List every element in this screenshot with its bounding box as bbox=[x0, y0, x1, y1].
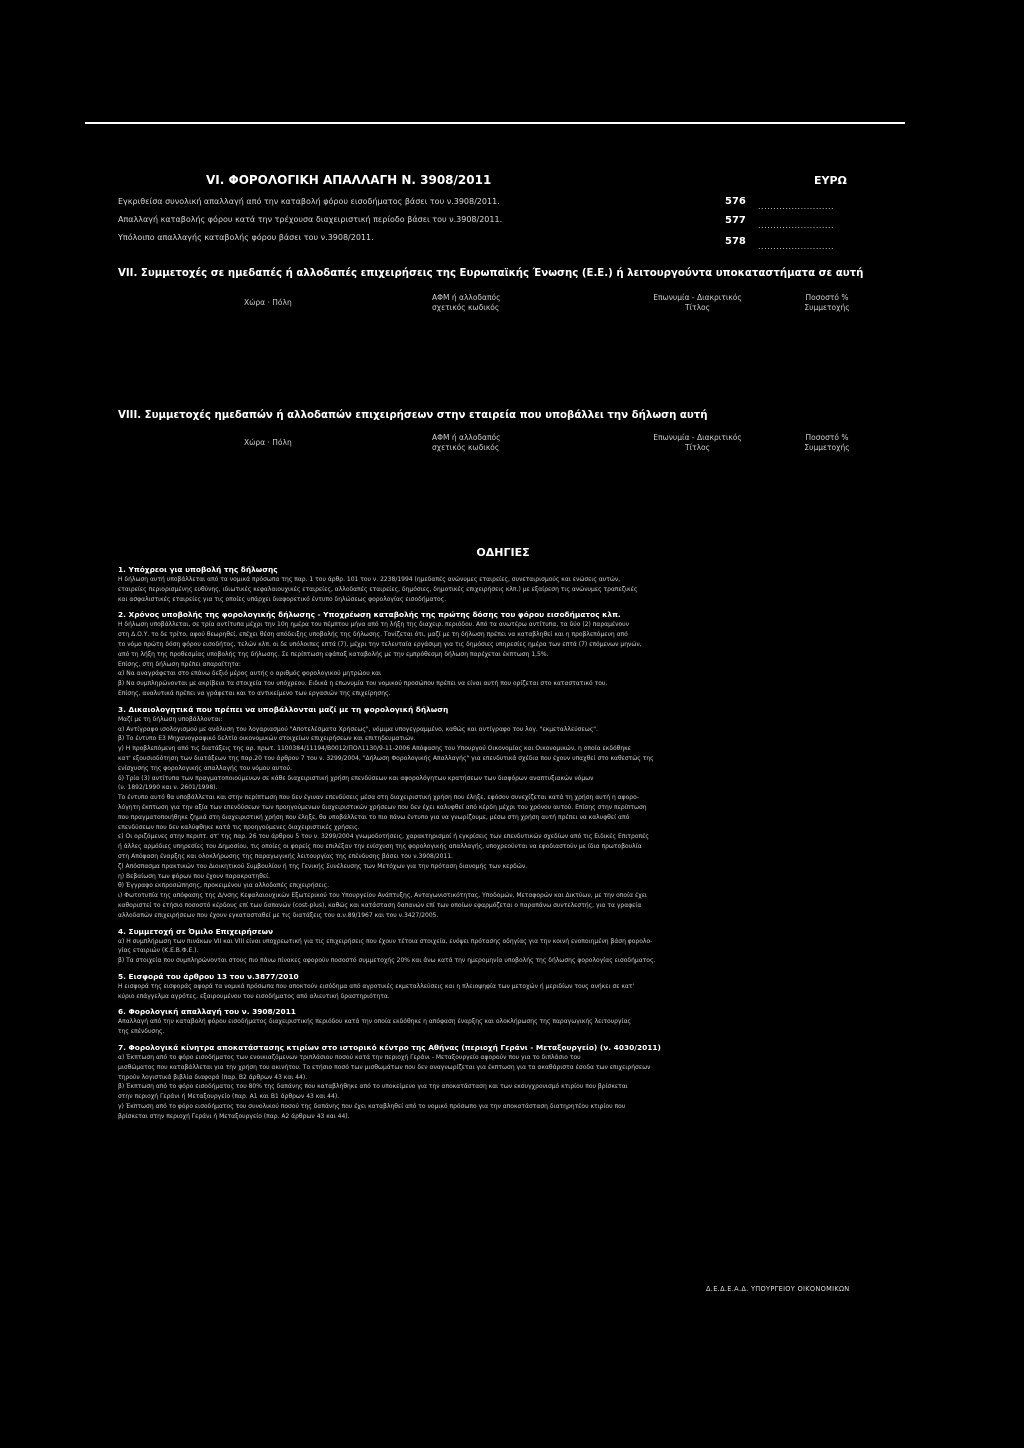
instruction-line: β) Το έντυπο Ε3 Μηχανογραφικό δελτίο οικονομικών στοιχείων επιχειρήσεων και επιτηδευματιών. bbox=[118, 735, 416, 743]
instruction-line: (ν. 1892/1990 και ν. 2601/1998). bbox=[118, 784, 218, 792]
instruction-line: ε) Οι οριζόμενες στην περιπτ. στ' της παρ. 26 του άρθρου 5 του ν. 3299/2004 γνωμοδοτήσεις, χαρακτηρισμοί ή εγκρίσεις των επενδυτικών σχεδίων από τις Ειδικές Επιτροπές bbox=[118, 833, 649, 841]
instruction-line: η) Βεβαίωση των φόρων που έχουν παρακρατηθεί. bbox=[118, 872, 271, 880]
instruction-line: ενίσχυσης της φορολογικής απαλλαγής του νόμου αυτού. bbox=[118, 764, 292, 772]
currency-label: ΕΥΡΩ bbox=[814, 174, 847, 187]
instruction-line: Η εισφορά της εισφοράς αφορά τα νομικά πρόσωπα που αποκτούν εισόδημα από αγροτικές εκμεταλλεύσεις και η πλειοψηφία των μετοχών ή μεριδίων τους ανήκει σε κατ' bbox=[118, 982, 635, 990]
instruction-line: στην περιοχή Γεράνι ή Μεταξουργείο (παρ. Α1 και Β1 άρθρων 43 και 44). bbox=[118, 1093, 340, 1101]
instruction-heading-3: 3. Δικαιολογητικά που πρέπει να υποβάλλονται μαζί με τη φορολογική δήλωση bbox=[118, 704, 449, 714]
instructions-title: ΟΔΗΓΙΕΣ bbox=[476, 546, 530, 559]
instruction-line: θ) Έγγραφο εκπροσώπησης, προκειμένου για αλλοδαπές επιχειρήσεις. bbox=[118, 882, 330, 890]
section7-col-afm: ΑΦΜ ή αλλοδαπός σχετικός κωδικός bbox=[432, 293, 501, 312]
instruction-block-3 bbox=[118, 705, 868, 921]
section6-row1-value[interactable]: ......................... bbox=[758, 202, 835, 211]
section6-row2-value[interactable]: ......................... bbox=[758, 221, 835, 230]
instruction-line: το νόμο πρώτη δόση φόρου εισοδήτος, τελών κλπ. οι δε υπόλοιπες επτά (7), μέχρι την τελευταία εργάσιμη για τις δημόσιες υπηρεσίες ημέρα των επτά (7) επόμενων μηνών, bbox=[118, 640, 642, 648]
instruction-heading-7: 7. Φορολογικά κίνητρα αποκατάστασης κτιρίων στο ιστορικό κέντρο της Αθήνας (περιοχή Γεράνι - Μεταξουργείο) (ν. 4030/2011) bbox=[118, 1043, 661, 1053]
instruction-line: καθοριστεί το ετήσιο ποσοστό κέρδους επί των δαπανών (cost-plus), καθώς και κατάσταση δαπανών επί των οποίων εφαρμόζεται ο παραπάνω συντελεστής, για τα γραφεία bbox=[118, 901, 642, 909]
instruction-block-4 bbox=[118, 927, 868, 966]
instruction-line: στη Δ.Ο.Υ. το δε τρίτο, αφού θεωρηθεί, επέχει θέση απόδειξης υποβολής της δήλωσης. Τονίζεται ότι, μαζί με τη δήλωση πρέπει να καταβληθεί και η προβλεπόμενη από bbox=[118, 631, 628, 639]
instruction-line: β) Έκπτωση από το φόρο εισοδήματος του 80% της δαπάνης που καταβλήθηκε από το υποκείμενο για την αποκατάσταση και των εκσυγχρονισμό κτιρίου που βρίσκεται bbox=[118, 1083, 628, 1091]
instruction-line: Μαζί με τη δήλωση υποβάλλονται: bbox=[118, 715, 223, 723]
instruction-line: Επίσης, αναλυτικά πρέπει να γράφεται και το αντικείμενο των εργασιών της επιχείρησης. bbox=[118, 689, 391, 697]
section6-row2-label: Απαλλαγή καταβολής φόρου κατά την τρέχουσα διαχειριστική περίοδο βάσει του ν.3908/2011. bbox=[118, 215, 503, 224]
instruction-line: α) Έκπτωση από το φόρο εισοδήματος των ενοικιαζόμενων τριπλάσιου ποσού κατά την περιοχή Γεράνι - Μεταξουργείο αφορούν που για το διπλάσιο του bbox=[118, 1054, 581, 1062]
instruction-line: α) Να αναγράφεται στο επάνω δεξιό μέρος αυτής ο αριθμός φορολογικού μητρώου και bbox=[118, 670, 382, 678]
instruction-line: α) Η συμπλήρωση των πινάκων VII και VIII είναι υποχρεωτική για τις επιχειρήσεις που έχουν τέτοια στοιχεία, ενόψει πρότασης οδηγίας για την κοινή ενοποιημένη βάση φορολο- bbox=[118, 937, 653, 945]
section6-title: VI. ΦΟΡΟΛΟΓΙΚΗ ΑΠΑΛΛΑΓΗ Ν. 3908/2011 bbox=[206, 173, 492, 187]
section8-col-afm: ΑΦΜ ή αλλοδαπός σχετικός κωδικός bbox=[432, 433, 501, 452]
instruction-heading-4: 4. Συμμετοχή σε Όμιλο Επιχειρήσεων bbox=[118, 926, 274, 936]
instruction-heading-2: 2. Χρόνος υποβολής της φορολογικής δήλωσης - Υποχρέωση καταβολής της πρώτης δόσης του φόρου εισοδήματος κλπ. bbox=[118, 610, 621, 620]
instruction-line: Επίσης, στη δήλωση πρέπει απαραίτητα: bbox=[118, 660, 241, 668]
section8-col-country: Χώρα · Πόλη bbox=[244, 438, 292, 447]
instruction-line: εταιρείες περιορισμένης ευθύνης, ιδιωτικές κεφαλαιουχικές εταιρείες, αλλοδαπές εταιρείες, δημόσιες, δημοτικές επιχειρήσεις κλπ.) με εξαίρεση τις ανώνυμες τραπεζικές bbox=[118, 585, 638, 593]
instruction-line: Απαλλαγή από την καταβολή φόρου εισοδήματος διαχειριστικής περιόδου κατά την οποία εκδόθηκε η απόφαση έναρξης και ολοκλήρωσης της παραγωγικής λειτουργίας bbox=[118, 1018, 632, 1026]
instructions bbox=[118, 546, 868, 1128]
section6-row3-value[interactable]: ......................... bbox=[758, 242, 835, 251]
instruction-line: αλλοδαπών επιχειρήσεων που έχουν εγκατασταθεί με τις διατάξεις του α.ν.89/1967 και του ν.3427/2005. bbox=[118, 911, 439, 919]
instruction-line: βρίσκεται στην περιοχή Γεράνι ή Μεταξουργείο (παρ. Α2 άρθρων 43 και 44). bbox=[118, 1112, 350, 1120]
section6-row1-code: 576 bbox=[725, 196, 746, 207]
section6-row3-code: 578 bbox=[725, 236, 746, 247]
instruction-block-7 bbox=[118, 1043, 868, 1122]
instruction-line: γ) Η προβλεπόμενη από τις διατάξεις της αρ. πρωτ. 1100384/11194/Β0012/ΠΟΛ1130/9-11-2006 Απόφασης του Υπουργού Οικονομίας και Οικονομικών, η οποία εκδόθηκε bbox=[118, 745, 631, 753]
section7-col-name: Επωνυμία - Διακριτικός Τίτλος bbox=[653, 293, 742, 312]
instruction-line: από τη λήξη της προθεσμίας υποβολής της δήλωσης. Σε περίπτωση εφάπαξ καταβολής με την εμπρόθεσμη δήλωση παρέχεται έκπτωση 1,5%. bbox=[118, 650, 549, 658]
instruction-line: μισθώματος που καταβάλλεται για την χρήση του ακινήτου. Το ετήσιο ποσό των μισθωμάτων που δεν αναγνωρίζεται για έκπτωση για τα ακαθάριστα έσοδα των επιχειρήσεων bbox=[118, 1063, 651, 1071]
instruction-line: ή άλλες αρμόδιες υπηρεσίες του Δημοσίου, τις οποίες οι φορείς που επιλέξαν την ενίσχυση της φορολογικής απαλλαγής, υποχρεούνται να εφοδιαστούν με ίδια πρωτοβουλία bbox=[118, 843, 642, 851]
instruction-block-2 bbox=[118, 610, 868, 698]
instruction-line: β) Να συμπληρώνονται με ακρίβεια τα στοιχεία του υπόχρεου. Ειδικά η επωνυμία του νομικού προσώπου πρέπει να είναι αυτή που ορίζεται στο καταστατικό του. bbox=[118, 680, 608, 688]
instruction-line: κατ' εξουσιοδότηση των διατάξεων της παρ.20 του άρθρου 7 του ν. 3299/2004, "Δήλωση Φορολογικής Απαλλαγής" για επενδυτικά σχέδια που έχουν υπαχθεί στο καθεστώς της bbox=[118, 754, 654, 762]
section8-col-name: Επωνυμία - Διακριτικός Τίτλος bbox=[653, 433, 742, 452]
instruction-line: δ) Τρία (3) αντίτυπα των πραγματοποιούμενων σε κάθε διαχειριστική χρήση επενδύσεων και αφορολόγητων κρατήσεων των διαφόρων αναπτυξιακών νόμων bbox=[118, 774, 594, 782]
section7-title: VII. Συμμετοχές σε ημεδαπές ή αλλοδαπές επιχειρήσεις της Ευρωπαϊκής Ένωσης (Ε.Ε.) ή λειτουργούντα υποκαταστήματα σε αυτή bbox=[118, 268, 864, 279]
instruction-heading-6: 6. Φορολογική απαλλαγή του ν. 3908/2011 bbox=[118, 1007, 296, 1017]
section7-col-percent: Ποσοστό % Συμμετοχής bbox=[804, 293, 850, 312]
instruction-block-5 bbox=[118, 972, 868, 1002]
section6-row2-code: 577 bbox=[725, 215, 746, 226]
section6-row3-label: Υπόλοιπο απαλλαγής καταβολής φόρου βάσει του ν.3908/2011. bbox=[118, 233, 374, 242]
instruction-line: λόγητη έκπτωση για την αξία των επενδύσεων των προηγούμενων διαχειριστικών χρήσεων που δεν έχει καλυφθεί από κέρδη μέχρι του χρόνου αυτού. Επίσης στην περίπτωση bbox=[118, 803, 647, 811]
instruction-line: γίας εταιριών (Κ.Ε.Β.Φ.Ε.). bbox=[118, 947, 199, 955]
instruction-line: κύριο επάγγελμα αγρότες, εξαιρουμένου του εισοδήματος από αλιευτική δραστηριότητα. bbox=[118, 992, 390, 1000]
instruction-line: Η δήλωση αυτή υποβάλλεται από τα νομικά πρόσωπα της παρ. 1 του άρθρ. 101 του ν. 2238/1994 (ημεδαπές ανώνυμες εταιρείες, συνεταιρισμούς και ενώσεις αυτών, bbox=[118, 576, 621, 583]
section6-row1-label: Εγκριθείσα συνολική απαλλαγή από την καταβολή φόρου εισοδήματος βάσει του ν.3908/2011. bbox=[118, 197, 500, 206]
instruction-line: επενδύσεων που δεν καλύφθηκε κατά τις προηγούμενες διαχειριστικές χρήσεις. bbox=[118, 823, 360, 831]
footer-publisher: Δ.Ε.Δ.Ε.Α.Δ. ΥΠΟΥΡΓΕΙΟΥ ΟΙΚΟΝΟΜΙΚΩΝ bbox=[706, 1285, 850, 1293]
instruction-line: β) Τα στοιχεία που συμπληρώνονται στους πιο πάνω πίνακες αφορούν ποσοστό συμμετοχής 20% και άνω κατά την ημερομηνία υποβολής της δήλωσης φορολογίας εισοδήματος. bbox=[118, 957, 656, 965]
section8-title: VIII. Συμμετοχές ημεδαπών ή αλλοδαπών επιχειρήσεων στην εταιρεία που υποβάλλει την δήλωση αυτή bbox=[118, 410, 708, 421]
instruction-line: ζ) Απόσπασμα πρακτικών του Διοικητικού Συμβουλίου ή της Γενικής Συνέλευσης των Μετόχων για την πρόταση διανομής των κερδών. bbox=[118, 862, 528, 870]
instruction-line: που πραγματοποιήθηκε ζημιά στη διαχειριστική χρήση που έληξε, θα υποβάλλεται το πιο πάνω έντυπο για να γνωρίζουμε, μέσω στη χρήση αυτή πρέπει να καλυφθεί από bbox=[118, 813, 630, 821]
instruction-line: τηρούν λογιστικά βιβλία διαφορά (παρ. Β2 άρθρων 43 και 44). bbox=[118, 1073, 308, 1081]
instruction-line: ι) Φωτοτυπία της απόφασης της Δ/νσης Κεφαλαιουχικών Εξωτερικού του Υπουργείου Ανάπτυξης, Ανταγωνιστικότητας, Υποδομών, Μεταφορών και Δικτύων, με την οποία έχει bbox=[118, 892, 647, 900]
top-rule bbox=[85, 122, 905, 124]
instruction-block-6 bbox=[118, 1007, 868, 1037]
instruction-line: και ασφαλιστικές εταιρείες για τις οποίες υπάρχει διαφορετικό έντυπο δηλώσεως φορολογίας εισοδήματος. bbox=[118, 595, 447, 603]
instruction-line: α) Αντίγραφο ισολογισμού με ανάλυση του λογαριασμού "Αποτελέσματα Χρήσεως", νόμιμα υπογεγραμμένο, καθώς και αντίγραφο του λογ. "εκμεταλλεύσεως". bbox=[118, 725, 598, 733]
instruction-line: Το έντυπο αυτό θα υποβάλλεται και στην περίπτωση που δεν έγιναν επενδύσεις μέσα στη διαχειριστική χρήση που έληξε, εφόσον συνεχίζεται κατά τη χρήση αυτή η αφορο- bbox=[118, 794, 639, 802]
section8-col-percent: Ποσοστό % Συμμετοχής bbox=[804, 433, 850, 452]
instruction-block-1 bbox=[118, 565, 868, 604]
instruction-heading-1: 1. Υπόχρεοι για υποβολή της δήλωσης bbox=[118, 565, 278, 574]
instruction-line: της επένδυσης. bbox=[118, 1028, 165, 1036]
instruction-line: γ) Έκπτωση από το φόρο εισοδήματος του συνολικού ποσού της δαπάνης που έχει καταβληθεί από το νομικό πρόσωπο για την αποκατάσταση διατηρητέου κτιρίου που bbox=[118, 1103, 626, 1111]
instruction-line: στη Απόφαση έναρξης και ολοκλήρωσης της παραγωγικής λειτουργίας της επένδυσης βάσει του ν.3908/2011. bbox=[118, 852, 454, 860]
instruction-heading-5: 5. Εισφορά του άρθρου 13 του ν.3877/2010 bbox=[118, 971, 299, 981]
section7-col-country: Χώρα · Πόλη bbox=[244, 298, 292, 307]
instruction-line: Η δήλωση υποβάλλεται, σε τρία αντίτυπα μέχρι την 10η ημέρα του πέμπτου μήνα από τη λήξη της διαχειρ. περιόδου. Από τα ανωτέρω αντίτυπα, τα δύο (2) παραμένουν bbox=[118, 621, 630, 629]
